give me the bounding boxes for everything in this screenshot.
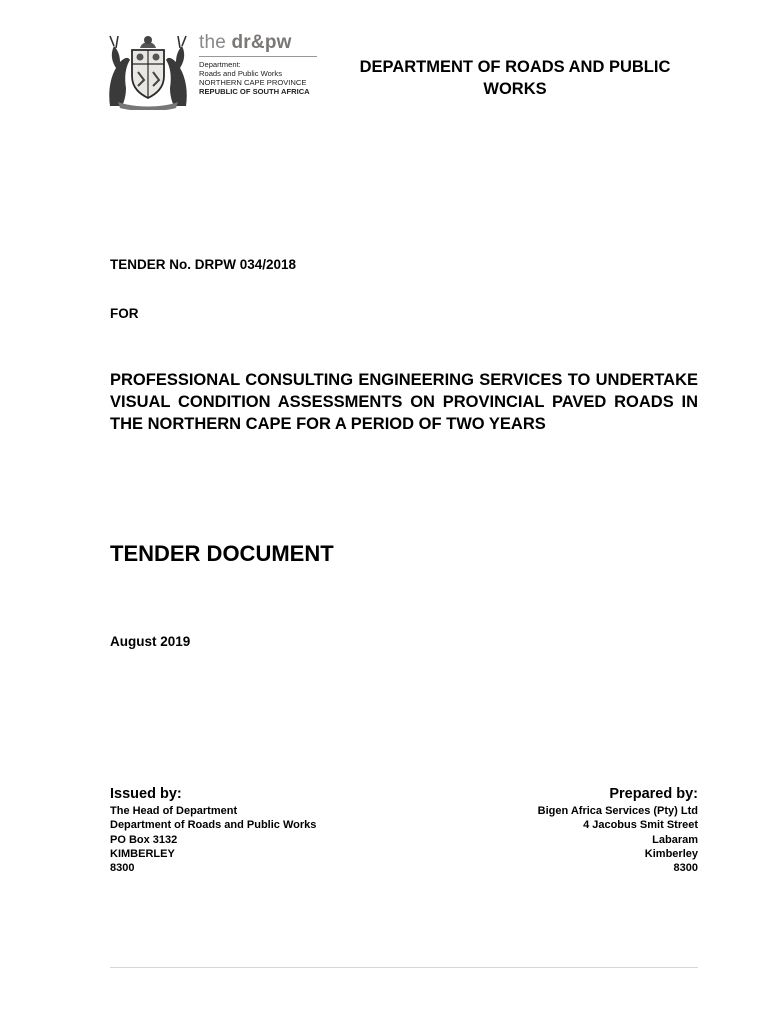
footer-divider xyxy=(110,967,698,968)
prepared-by-line: 4 Jacobus Smit Street xyxy=(583,819,698,832)
prepared-by-line: Labaram xyxy=(652,833,698,846)
tender-number: TENDER No. DRPW 034/2018 xyxy=(110,257,297,272)
issued-by-line: Department of Roads and Public Works xyxy=(110,819,317,832)
brand-name: the dr&pw xyxy=(199,32,292,53)
document-date: August 2019 xyxy=(110,634,191,649)
issued-by-line: 8300 xyxy=(110,862,135,875)
department-logo xyxy=(104,32,319,112)
logo-line-roads: Roads and Public Works xyxy=(199,69,283,78)
brand-divider xyxy=(199,56,317,57)
logo-line-department: Department: xyxy=(199,60,241,69)
for-label: FOR xyxy=(110,306,139,321)
logo-wordmark xyxy=(199,32,324,96)
prepared-by-heading: Prepared by: xyxy=(609,786,698,802)
issued-by-line: The Head of Department xyxy=(110,805,238,817)
prepared-by-line: Kimberley xyxy=(644,847,698,860)
coat-of-arms-icon xyxy=(104,32,192,110)
document-type-title: TENDER DOCUMENT xyxy=(110,541,334,566)
prepared-by-line: 8300 xyxy=(673,862,698,875)
logo-line-province: NORTHERN CAPE PROVINCE xyxy=(199,78,307,87)
issued-by-heading: Issued by: xyxy=(110,786,182,802)
issued-by-block xyxy=(110,785,316,875)
prepared-by-block xyxy=(538,785,698,875)
prepared-by-line: Bigen Africa Services (Pty) Ltd xyxy=(537,805,698,817)
department-heading: DEPARTMENT OF ROADS AND PUBLIC WORKS xyxy=(359,58,671,98)
logo-line-country: REPUBLIC OF SOUTH AFRICA xyxy=(199,87,310,96)
issued-by-line: PO Box 3132 xyxy=(110,833,178,846)
issued-by-line: KIMBERLEY xyxy=(110,847,175,860)
project-title: PROFESSIONAL CONSULTING ENGINEERING SERVICES TO UNDERTAKE VISUAL CONDITION ASSESSMENTS ON PROVINCIAL PAVED ROADS IN THE NORTHERN CAPE FOR A PERIOD OF TWO YEARS xyxy=(110,371,698,433)
